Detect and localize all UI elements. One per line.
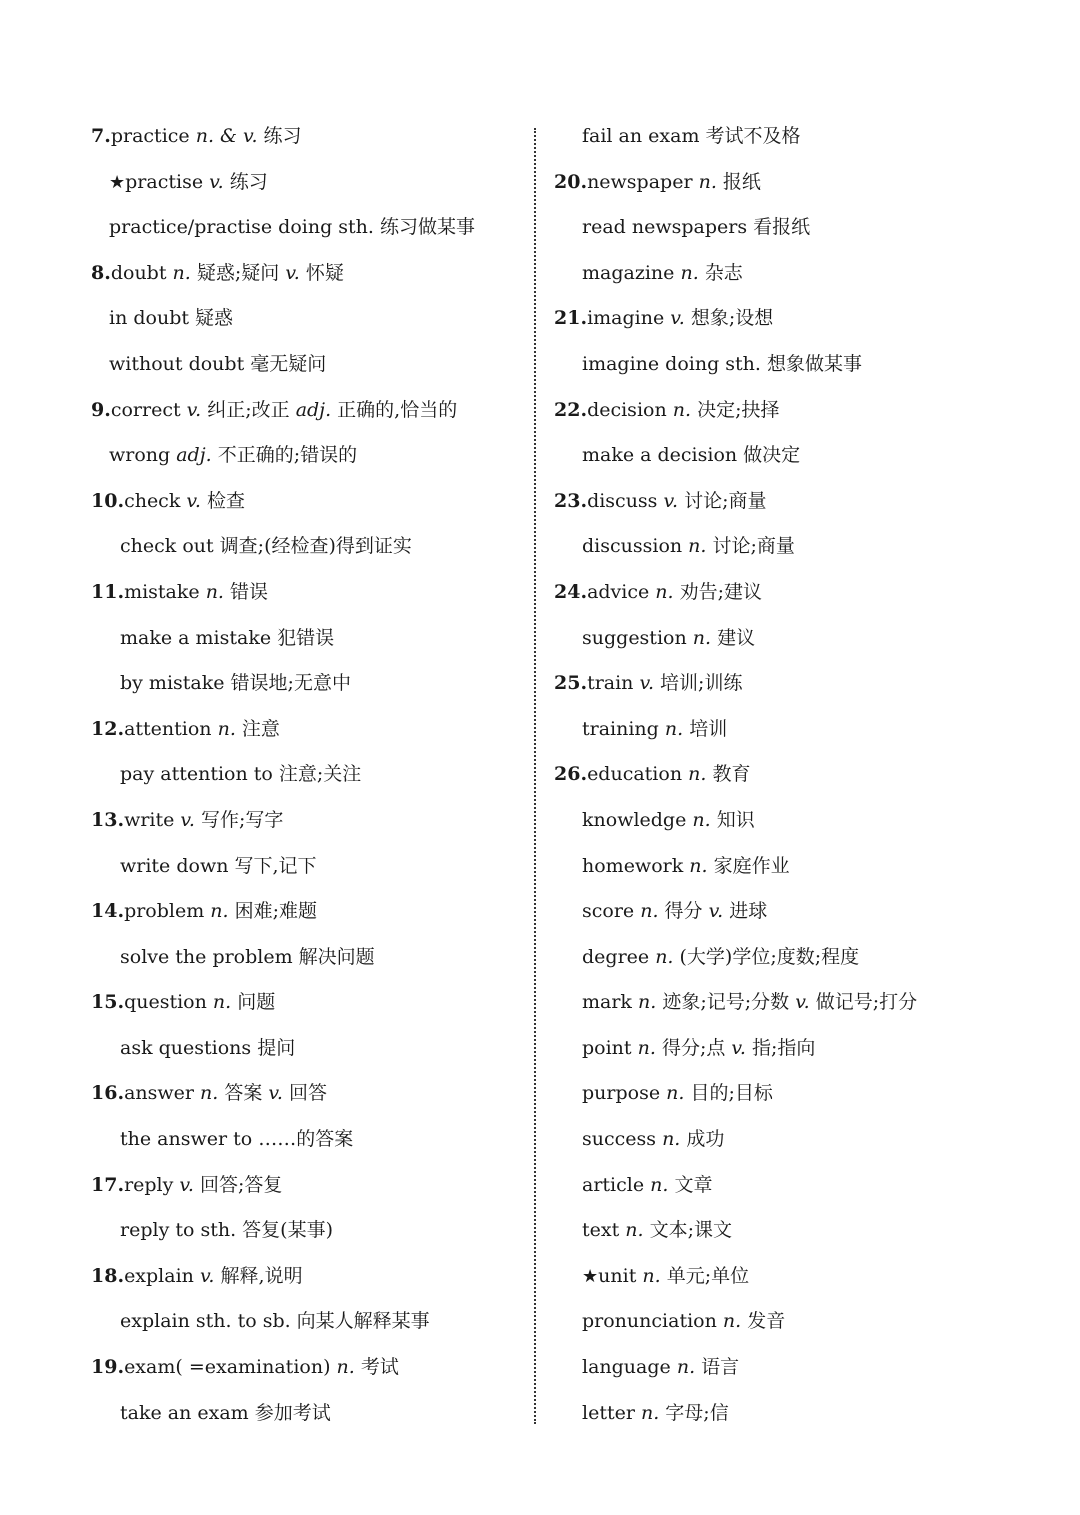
- entry-meaning-2: 进球: [729, 900, 768, 923]
- entry-number: 26.: [554, 763, 588, 786]
- entry-word: newspaper: [587, 170, 693, 193]
- entry-number: 16.: [91, 1082, 125, 1105]
- entry-word: training: [582, 717, 659, 740]
- entry-word: homework: [582, 854, 684, 877]
- phrase-line: in doubt 疑惑: [109, 307, 234, 330]
- part-of-speech: n.: [662, 1128, 681, 1151]
- vocab-entry: [91, 980, 521, 1026]
- vocab-entry: [91, 1254, 521, 1300]
- part-of-speech: n.: [692, 626, 712, 649]
- entry-word: text: [582, 1219, 620, 1242]
- part-of-speech: n.: [637, 1036, 656, 1059]
- part-of-speech: v.: [663, 489, 679, 512]
- phrase-line: reply to sth. 答复(某事): [120, 1219, 333, 1242]
- part-of-speech: n.: [722, 1310, 742, 1333]
- entry-word: success: [582, 1128, 657, 1151]
- vocab-entry: [91, 570, 521, 616]
- part-of-speech: n.: [664, 717, 684, 740]
- phrase-line: without doubt 毫无疑问: [109, 352, 327, 375]
- part-of-speech: n.: [212, 991, 232, 1014]
- entry-meaning-2: 指;指向: [751, 1036, 816, 1059]
- vocab-entry: [91, 388, 521, 434]
- entry-word: unit: [598, 1264, 637, 1287]
- entry-meaning: 培训;训练: [660, 672, 743, 695]
- part-of-speech-2: v.: [268, 1082, 283, 1105]
- part-of-speech: n.: [672, 398, 692, 421]
- entry-meaning: 迹象;记号;分数: [662, 991, 790, 1014]
- entry-word: degree: [582, 945, 650, 968]
- part-of-speech: n.: [217, 717, 236, 740]
- entry-number: 18.: [91, 1264, 125, 1287]
- entry-word: write: [124, 808, 175, 831]
- entry-number: 15.: [91, 991, 125, 1014]
- entry-word: doubt: [110, 261, 167, 284]
- entry-word: answer: [124, 1082, 194, 1105]
- column-divider: [534, 128, 536, 1424]
- entry-meaning: 建议: [717, 626, 756, 649]
- vocab-entry: [91, 889, 521, 935]
- entry-word: education: [587, 763, 683, 786]
- phrase-line: ask questions 提问: [120, 1036, 296, 1059]
- phrase-line: write down 写下,记下: [120, 854, 317, 877]
- entry-word: discuss: [587, 489, 658, 512]
- vocab-entry: [554, 980, 1054, 1026]
- phrase-line: make a mistake 犯错误: [120, 626, 335, 649]
- entry-word: score: [582, 900, 635, 923]
- entry-number: 8.: [91, 261, 111, 284]
- part-of-speech: n.: [655, 580, 674, 603]
- entry-word: correct: [110, 398, 181, 421]
- entry-number: 20.: [554, 170, 588, 193]
- vocab-entry: [554, 752, 1054, 798]
- entry-word: mark: [582, 991, 632, 1014]
- entry-word: train: [587, 672, 634, 695]
- vocab-entry: [554, 1299, 1054, 1345]
- entry-word: problem: [124, 900, 205, 923]
- entry-meaning: 家庭作业: [713, 854, 790, 877]
- vocab-entry: [91, 160, 521, 206]
- vocab-entry: [554, 160, 1054, 206]
- entry-word: explain: [124, 1264, 194, 1287]
- vocab-entry: [554, 889, 1054, 935]
- entry-meaning: 答案: [224, 1082, 263, 1105]
- vocab-entry: [91, 1163, 521, 1209]
- part-of-speech: n.: [688, 763, 707, 786]
- vocab-entry: [554, 1071, 1054, 1117]
- entry-meaning: 知识: [716, 808, 755, 831]
- entry-meaning: 疑惑;疑问: [196, 261, 280, 284]
- entry-word: article: [582, 1173, 645, 1196]
- entry-meaning: 劝告;建议: [679, 580, 763, 603]
- entry-meaning-2: 正确的,恰当的: [337, 398, 458, 421]
- entry-number: 17.: [91, 1173, 125, 1196]
- entry-meaning: 讨论;商量: [684, 489, 767, 512]
- part-of-speech: n.: [210, 900, 229, 923]
- part-of-speech: v.: [209, 170, 224, 193]
- entry-word: practise: [125, 170, 204, 193]
- entry-number: 22.: [554, 398, 588, 421]
- entry-meaning: 问题: [237, 991, 276, 1014]
- entry-number: 12.: [91, 717, 125, 740]
- entry-number: 21.: [554, 307, 588, 330]
- entry-word: language: [582, 1356, 671, 1379]
- entry-number: 13.: [91, 808, 125, 831]
- entry-meaning-2: 怀疑: [305, 261, 344, 284]
- entry-meaning: 注意: [241, 717, 280, 740]
- entry-meaning: 练习: [229, 170, 268, 193]
- entry-meaning: 文本;课文: [649, 1219, 733, 1242]
- phrase-line: explain sth. to sb. 向某人解释某事: [120, 1310, 430, 1333]
- part-of-speech: v.: [180, 808, 195, 831]
- entry-word: exam( =examination): [124, 1356, 331, 1379]
- vocab-entry: [554, 1208, 1054, 1254]
- vocab-entry: [554, 798, 1054, 844]
- part-of-speech: n.: [689, 854, 708, 877]
- entry-word: practice: [110, 125, 190, 147]
- part-of-speech-2: v.: [795, 991, 810, 1014]
- entry-meaning: 培训: [689, 717, 728, 740]
- entry-word: purpose: [582, 1082, 661, 1105]
- entry-meaning: 得分;点: [661, 1036, 726, 1059]
- part-of-speech: n.: [625, 1219, 644, 1242]
- vocab-entry: [91, 251, 521, 297]
- part-of-speech: v.: [670, 307, 685, 330]
- vocab-entry: [91, 798, 521, 844]
- entry-meaning: 单元;单位: [666, 1264, 750, 1287]
- phrase-line: make a decision 做决定: [582, 444, 801, 467]
- vocab-entry: [554, 844, 1054, 890]
- part-of-speech-2: v.: [708, 900, 724, 923]
- entry-meaning: 检查: [206, 489, 245, 512]
- vocab-entry: [554, 1026, 1054, 1072]
- entry-meaning: 决定;抉择: [697, 398, 780, 421]
- vocab-entry: [554, 251, 1054, 297]
- part-of-speech: n.: [680, 261, 699, 284]
- entry-word: question: [124, 991, 207, 1014]
- entry-meaning: 纠正;改正: [207, 398, 290, 421]
- phrase-line: practice/practise doing sth. 练习做某事: [109, 216, 475, 239]
- phrase-line: solve the problem 解决问题: [120, 945, 375, 968]
- entry-number: 10.: [91, 489, 125, 512]
- entry-word: mistake: [124, 580, 200, 603]
- part-of-speech: n.: [692, 808, 711, 831]
- star-icon: ★: [109, 171, 126, 193]
- entry-word: decision: [587, 398, 667, 421]
- part-of-speech: n.: [200, 1082, 219, 1105]
- vocab-entry: [91, 479, 521, 525]
- entry-meaning-2: 做记号;打分: [815, 991, 918, 1014]
- left-column: [91, 114, 521, 1436]
- vocab-entry: [554, 616, 1054, 662]
- part-of-speech: v.: [179, 1173, 194, 1196]
- entry-meaning: 教育: [712, 763, 751, 786]
- entry-word: imagine: [587, 307, 665, 330]
- part-of-speech-2: v.: [285, 261, 300, 284]
- phrase-line: check out 调查;(经检查)得到证实: [120, 535, 412, 558]
- entry-word: point: [582, 1036, 632, 1059]
- part-of-speech: n.: [642, 1264, 661, 1287]
- entry-meaning: 写作;写字: [201, 808, 284, 831]
- vocab-entry: [91, 1345, 521, 1391]
- entry-meaning: 练习: [263, 125, 302, 147]
- vocab-entry: [554, 570, 1054, 616]
- vocab-entry: [554, 707, 1054, 753]
- entry-meaning-2: 回答: [288, 1082, 327, 1105]
- part-of-speech: n.: [640, 1401, 660, 1424]
- part-of-speech: n.: [650, 1173, 669, 1196]
- entry-number: 25.: [554, 672, 588, 695]
- phrase-line: take an exam 参加考试: [120, 1401, 331, 1424]
- entry-meaning: 想象;设想: [690, 307, 774, 330]
- entry-meaning: 目的;目标: [690, 1082, 773, 1105]
- entry-number: 23.: [554, 489, 588, 512]
- vocab-entry: [91, 114, 521, 160]
- part-of-speech: v.: [639, 672, 654, 695]
- entry-word: attention: [124, 717, 212, 740]
- part-of-speech: v.: [199, 1264, 215, 1287]
- vocab-entry: [554, 1117, 1054, 1163]
- entry-number: 7.: [91, 125, 111, 147]
- entry-meaning: (大学)学位;度数;程度: [679, 945, 860, 968]
- part-of-speech: n.: [638, 991, 657, 1014]
- part-of-speech-2: v.: [731, 1036, 746, 1059]
- entry-meaning: 字母;信: [665, 1401, 729, 1424]
- entry-meaning: 报纸: [722, 170, 761, 193]
- entry-number: 9.: [91, 398, 111, 421]
- part-of-speech: n. & v.: [195, 125, 258, 147]
- vocab-entry: [554, 1254, 1054, 1300]
- entry-word: knowledge: [582, 808, 687, 831]
- part-of-speech: n.: [666, 1082, 685, 1105]
- entry-meaning: 考试: [360, 1356, 399, 1379]
- vocab-entry: [554, 661, 1054, 707]
- entry-word: advice: [587, 580, 650, 603]
- vocab-entry: [91, 707, 521, 753]
- entry-word: suggestion: [582, 626, 687, 649]
- part-of-speech: n.: [676, 1356, 696, 1379]
- vocab-entry: [554, 388, 1054, 434]
- phrase-line: by mistake 错误地;无意中: [120, 672, 351, 695]
- vocab-entry: [554, 524, 1054, 570]
- part-of-speech-2: adj.: [295, 398, 332, 421]
- phrase-line: pay attention to 注意;关注: [120, 763, 362, 786]
- entry-meaning: 成功: [686, 1128, 725, 1151]
- vocab-entry: [554, 1391, 1054, 1437]
- entry-word: letter: [582, 1401, 635, 1424]
- entry-word: pronunciation: [582, 1310, 717, 1333]
- phrase-line: imagine doing sth. 想象做某事: [582, 352, 862, 375]
- entry-number: 14.: [91, 900, 125, 923]
- part-of-speech: n.: [688, 535, 707, 558]
- entry-word: reply: [124, 1173, 174, 1196]
- vocab-entry: [554, 1345, 1054, 1391]
- vocab-entry: [554, 935, 1054, 981]
- entry-meaning: 错误: [230, 580, 269, 603]
- entry-meaning: 发音: [747, 1310, 786, 1333]
- star-icon: ★: [582, 1265, 599, 1287]
- entry-meaning: 语言: [701, 1356, 740, 1379]
- phrase-line: the answer to ……的答案: [120, 1128, 354, 1151]
- entry-word: magazine: [582, 261, 675, 284]
- entry-meaning: 不正确的;错误的: [217, 444, 358, 467]
- entry-meaning: 解释,说明: [220, 1264, 303, 1287]
- entry-number: 11.: [91, 580, 125, 603]
- entry-meaning: 讨论;商量: [712, 535, 795, 558]
- entry-meaning: 困难;难题: [234, 900, 318, 923]
- entry-meaning: 杂志: [704, 261, 743, 284]
- entry-number: 19.: [91, 1356, 125, 1379]
- part-of-speech: n.: [655, 945, 674, 968]
- part-of-speech: n.: [336, 1356, 355, 1379]
- part-of-speech: n.: [205, 580, 224, 603]
- entry-meaning: 回答;答复: [200, 1173, 283, 1196]
- phrase-line: read newspapers 看报纸: [582, 216, 811, 239]
- vocab-entry: [554, 1163, 1054, 1209]
- phrase-line: fail an exam 考试不及格: [582, 125, 801, 147]
- part-of-speech: n.: [172, 261, 191, 284]
- vocab-entry: [91, 1071, 521, 1117]
- vocab-entry: [554, 296, 1054, 342]
- right-column: [554, 114, 1054, 1436]
- entry-number: 24.: [554, 580, 588, 603]
- entry-meaning: 得分: [664, 900, 703, 923]
- part-of-speech: n.: [698, 170, 717, 193]
- entry-word: discussion: [582, 535, 683, 558]
- entry-meaning: 文章: [674, 1173, 713, 1196]
- entry-word: check: [124, 489, 181, 512]
- part-of-speech: v.: [186, 398, 202, 421]
- part-of-speech: v.: [186, 489, 201, 512]
- vocab-entry: [91, 433, 521, 479]
- part-of-speech: adj.: [176, 444, 212, 467]
- part-of-speech: n.: [640, 900, 659, 923]
- entry-word: wrong: [109, 444, 171, 467]
- vocab-entry: [554, 479, 1054, 525]
